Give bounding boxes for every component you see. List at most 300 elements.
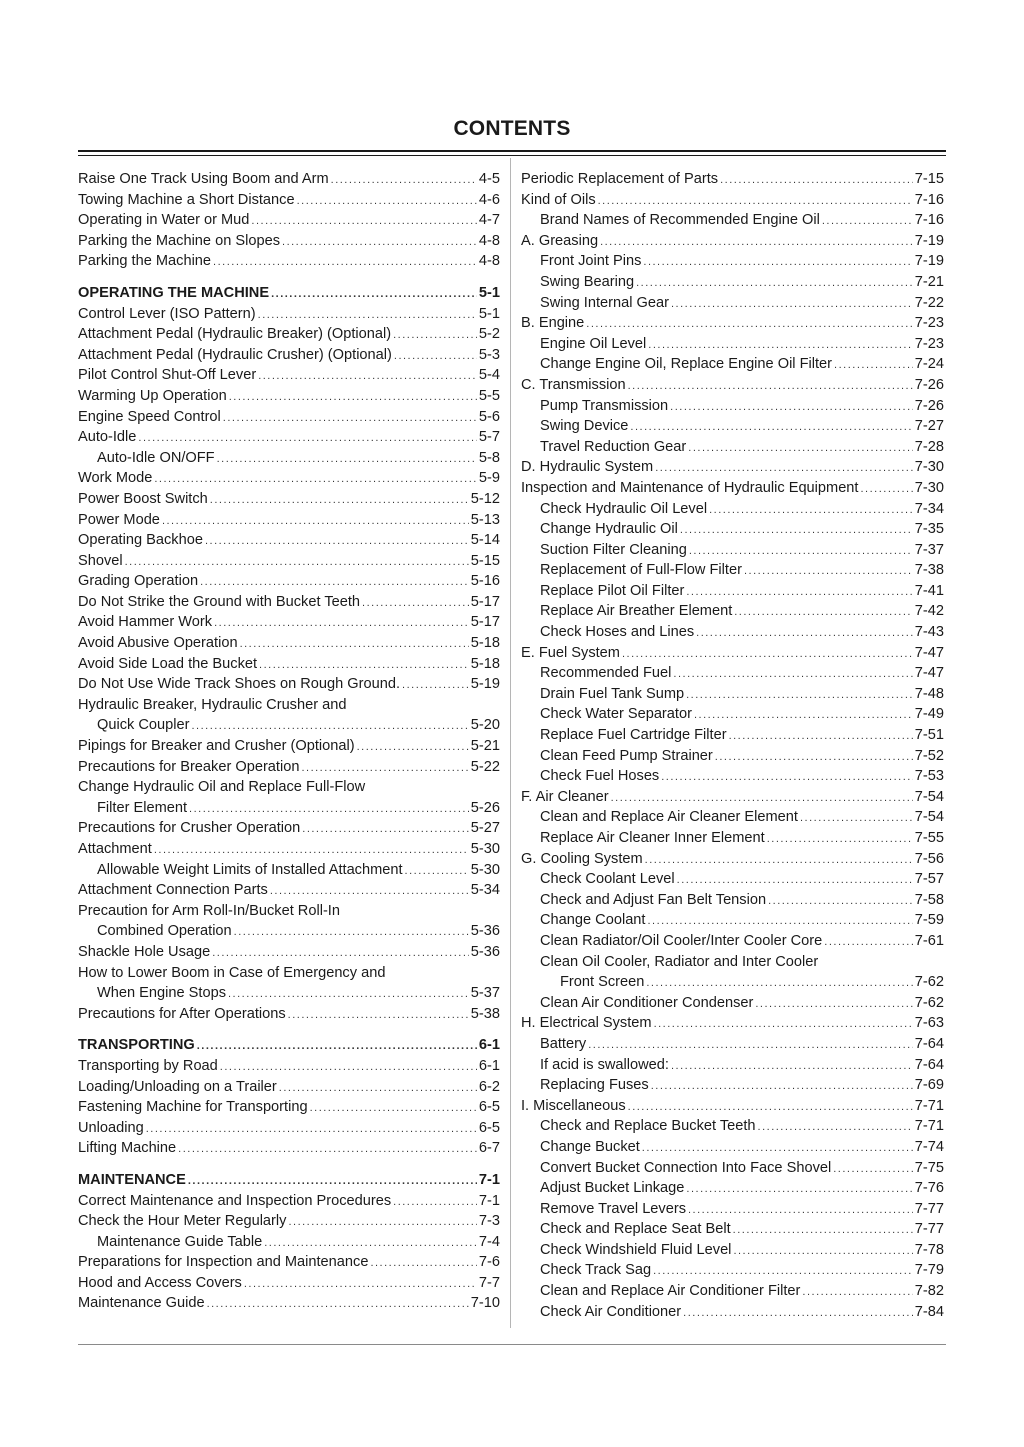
toc-entry[interactable] <box>521 828 944 849</box>
toc-entry-title: Check and Replace Seat Belt <box>540 1221 731 1238</box>
dot-leader <box>628 376 913 397</box>
toc-entry-title: Avoid Side Load the Bucket <box>78 655 258 672</box>
toc-entry-title: Change Coolant <box>540 912 646 929</box>
toc-entry-title: Change Bucket <box>540 1138 640 1155</box>
dot-leader <box>694 705 913 726</box>
toc-entry[interactable] <box>521 478 944 499</box>
toc-page-number: 5-21 <box>470 738 500 755</box>
dot-leader <box>310 1098 477 1119</box>
toc-entry[interactable] <box>521 972 944 993</box>
toc-entry-title: Change Engine Oil, Replace Engine Oil Filter <box>540 356 833 373</box>
toc-entry[interactable] <box>78 231 500 252</box>
toc-entry[interactable] <box>78 839 500 860</box>
toc-entry-title: Check Water Separator <box>540 706 692 723</box>
toc-entry[interactable] <box>521 1178 944 1199</box>
toc-entry-title: Power Boost Switch <box>78 490 208 507</box>
dot-leader <box>146 1119 477 1140</box>
toc-entry[interactable] <box>521 910 944 931</box>
toc-entry[interactable] <box>521 169 944 190</box>
toc-entry-title: Transporting by Road <box>78 1057 218 1074</box>
toc-entry-title: Unloading <box>78 1119 144 1136</box>
toc-entry[interactable] <box>78 777 500 798</box>
toc-entry[interactable] <box>521 931 944 952</box>
toc-entry-title: Shackle Hole Usage <box>78 943 211 960</box>
column-divider <box>510 158 511 1328</box>
toc-entry-title: F. Air Cleaner <box>521 788 609 805</box>
toc-page-number: 7-1 <box>478 1171 500 1188</box>
toc-entry-title: Pump Transmission <box>540 397 669 414</box>
toc-page-number: 5-34 <box>470 882 500 899</box>
dot-leader <box>279 1078 477 1099</box>
toc-entry[interactable] <box>521 1116 944 1137</box>
toc-entry[interactable] <box>521 684 944 705</box>
dot-leader <box>653 1261 913 1282</box>
toc-entry[interactable] <box>521 519 944 540</box>
toc-entry[interactable] <box>521 1137 944 1158</box>
toc-entry[interactable] <box>78 251 500 272</box>
toc-entry-title: Clean Feed Pump Strainer <box>540 747 713 764</box>
toc-entry[interactable] <box>78 1004 500 1025</box>
toc-entry-title: Swing Internal Gear <box>540 294 669 311</box>
toc-entry-title: MAINTENANCE <box>78 1171 186 1188</box>
toc-entry[interactable] <box>78 571 500 592</box>
dot-leader <box>628 1097 913 1118</box>
toc-entry[interactable] <box>78 674 500 695</box>
dot-leader <box>622 644 913 665</box>
dot-leader <box>393 1192 477 1213</box>
toc-entry[interactable] <box>521 1281 944 1302</box>
toc-page-number: 7-16 <box>914 212 944 229</box>
toc-page-number: 7-30 <box>914 459 944 476</box>
dot-leader <box>297 191 477 212</box>
toc-entry[interactable] <box>521 1096 944 1117</box>
toc-page-number: 5-15 <box>470 552 500 569</box>
toc-entry[interactable] <box>78 1273 500 1294</box>
toc-entry[interactable] <box>521 1075 944 1096</box>
toc-entry[interactable] <box>78 880 500 901</box>
toc-entry[interactable] <box>78 715 500 736</box>
toc-page-number: 5-8 <box>478 449 500 466</box>
toc-entry-title: Avoid Hammer Work <box>78 614 213 631</box>
toc-entry[interactable] <box>521 622 944 643</box>
toc-entry[interactable] <box>78 1138 500 1159</box>
dot-leader <box>654 1014 913 1035</box>
dot-leader <box>651 1076 913 1097</box>
toc-entry[interactable] <box>521 601 944 622</box>
toc-entry-title: Attachment Connection Parts <box>78 882 268 899</box>
toc-entry-title: C. Transmission <box>521 376 626 393</box>
toc-entry-title: Clean Air Conditioner Condenser <box>540 994 754 1011</box>
toc-entry-title: Front Screen <box>560 974 645 991</box>
toc-page-number: 7-1 <box>478 1192 500 1209</box>
dot-leader <box>213 252 477 273</box>
toc-page-number: 7-71 <box>914 1097 944 1114</box>
dot-leader <box>824 932 913 953</box>
toc-page-number: 7-15 <box>914 171 944 187</box>
toc-entry-title: Swing Device <box>540 418 629 435</box>
toc-entry[interactable] <box>521 272 944 293</box>
toc-entry[interactable] <box>521 354 944 375</box>
toc-page-number: 7-64 <box>914 1035 944 1052</box>
toc-entry-title: B. Engine <box>521 315 585 332</box>
toc-page-number: 7-84 <box>914 1303 944 1320</box>
toc-entry[interactable] <box>521 725 944 746</box>
toc-entry[interactable] <box>78 963 500 984</box>
dot-leader <box>680 520 913 541</box>
toc-page-number: 6-5 <box>478 1119 500 1136</box>
toc-entry-title: Filter Element <box>97 799 188 816</box>
toc-entry[interactable] <box>78 407 500 428</box>
dot-leader <box>189 799 469 820</box>
toc-entry[interactable] <box>521 787 944 808</box>
toc-page-number: 7-76 <box>914 1180 944 1197</box>
toc-entry[interactable] <box>78 1097 500 1118</box>
dot-leader <box>240 634 469 655</box>
dot-leader <box>677 870 913 891</box>
toc-entry[interactable] <box>521 704 944 725</box>
toc-entry[interactable] <box>521 993 944 1014</box>
toc-entry[interactable] <box>521 643 944 664</box>
toc-entry[interactable] <box>78 345 500 366</box>
toc-page-number: 7-79 <box>914 1262 944 1279</box>
page-title: CONTENTS <box>453 117 571 140</box>
dot-leader <box>228 984 469 1005</box>
toc-entry[interactable] <box>521 1013 944 1034</box>
toc-entry[interactable] <box>521 890 944 911</box>
toc-entry-title: Hood and Access Covers <box>78 1274 242 1291</box>
toc-page-number: 5-26 <box>470 799 500 816</box>
dot-leader <box>642 1138 913 1159</box>
dot-leader <box>223 408 477 429</box>
toc-entry[interactable] <box>78 654 500 675</box>
toc-entry-title: Parking the Machine <box>78 253 212 270</box>
toc-entry-title: Correct Maintenance and Inspection Procedures <box>78 1192 392 1209</box>
toc-entry-title: E. Fuel System <box>521 644 620 661</box>
toc-page-number: 7-59 <box>914 912 944 929</box>
toc-page-number: 5-20 <box>470 717 500 734</box>
toc-entry[interactable] <box>78 1293 500 1314</box>
toc-entry[interactable] <box>521 581 944 602</box>
toc-page-number: 7-10 <box>470 1295 500 1312</box>
toc-entry[interactable] <box>78 1118 500 1139</box>
toc-entry[interactable] <box>78 304 500 325</box>
dot-leader <box>767 829 913 850</box>
toc-entry[interactable] <box>78 736 500 757</box>
dot-leader <box>630 417 912 438</box>
dot-leader <box>744 561 913 582</box>
footer-rule <box>78 1344 946 1345</box>
toc-entry[interactable] <box>78 921 500 942</box>
toc-entry-title: Clean Radiator/Oil Cooler/Inter Cooler Core <box>540 932 823 949</box>
dot-leader <box>689 541 913 562</box>
toc-entry-title: Swing Bearing <box>540 273 635 290</box>
toc-entry-title: Replacing Fuses <box>540 1077 649 1094</box>
toc-entry-title: Check and Replace Bucket Teeth <box>540 1118 756 1135</box>
toc-entry-title: Warming Up Operation <box>78 387 227 404</box>
toc-entry[interactable] <box>521 1302 944 1323</box>
toc-entry-title: TRANSPORTING <box>78 1037 195 1054</box>
toc-page-number: 7-35 <box>914 521 944 538</box>
toc-entry[interactable] <box>78 942 500 963</box>
dot-leader <box>229 387 477 408</box>
toc-entry-title: How to Lower Boom in Case of Emergency and <box>78 964 386 981</box>
toc-entry-title: Travel Reduction Gear <box>540 438 687 455</box>
toc-entry[interactable] <box>521 499 944 520</box>
toc-entry[interactable] <box>78 530 500 551</box>
toc-entry[interactable] <box>521 231 944 252</box>
dot-leader <box>244 1274 477 1295</box>
toc-entry-title: H. Electrical System <box>521 1015 652 1032</box>
toc-entry[interactable] <box>521 416 944 437</box>
dot-leader <box>259 655 469 676</box>
toc-entry[interactable] <box>78 983 500 1004</box>
toc-entry[interactable] <box>521 1219 944 1240</box>
toc-entry[interactable] <box>78 1056 500 1077</box>
toc-entry[interactable] <box>78 169 500 190</box>
toc-entry[interactable] <box>521 190 944 211</box>
dot-leader <box>758 1117 913 1138</box>
toc-entry[interactable] <box>521 375 944 396</box>
toc-entry[interactable] <box>78 386 500 407</box>
toc-page-number: 7-19 <box>914 253 944 270</box>
dot-leader <box>686 685 913 706</box>
toc-entry[interactable] <box>78 1191 500 1212</box>
toc-entry[interactable] <box>521 334 944 355</box>
toc-page-number: 7-62 <box>914 974 944 991</box>
dot-leader <box>647 911 912 932</box>
toc-page-number: 5-30 <box>470 841 500 857</box>
toc-page-number: 7-69 <box>914 1077 944 1094</box>
toc-entry-title: Shovel <box>78 552 123 569</box>
toc-entry[interactable] <box>521 210 944 231</box>
toc-page-number: 7-47 <box>914 665 944 682</box>
toc-entry[interactable] <box>78 1077 500 1098</box>
toc-entry[interactable] <box>521 766 944 787</box>
toc-page-number: 7-23 <box>914 335 944 352</box>
toc-page-number: 7-4 <box>478 1233 500 1250</box>
toc-entry[interactable] <box>78 210 500 231</box>
toc-entry-title: Replace Fuel Cartridge Filter <box>540 727 727 744</box>
dot-leader <box>802 1282 912 1303</box>
dot-leader <box>734 602 913 623</box>
toc-entry-title: Check Track Sag <box>540 1262 652 1279</box>
toc-page-number: 7-6 <box>478 1254 500 1271</box>
toc-entry-title: Check Coolant Level <box>540 871 675 888</box>
toc-entry-title: Periodic Replacement of Parts <box>521 171 719 187</box>
toc-entry[interactable] <box>521 952 944 973</box>
toc-page-number: 7-42 <box>914 603 944 620</box>
toc-entry[interactable] <box>521 540 944 561</box>
toc-entry[interactable] <box>521 1158 944 1179</box>
toc-entry[interactable] <box>78 468 500 489</box>
dot-leader <box>834 355 913 376</box>
toc-entry[interactable] <box>78 592 500 613</box>
section-gap <box>78 1159 500 1170</box>
toc-entry-title: Check Air Conditioner <box>540 1303 682 1320</box>
toc-section-heading[interactable] <box>78 1170 500 1191</box>
dot-leader <box>264 1233 477 1254</box>
dot-leader <box>210 490 469 511</box>
dot-leader <box>860 479 912 500</box>
toc-entry[interactable] <box>521 807 944 828</box>
toc-entry-title: Replace Pilot Oil Filter <box>540 582 685 599</box>
toc-page-number: 7-43 <box>914 624 944 641</box>
dot-leader <box>191 716 468 737</box>
toc-entry[interactable] <box>78 860 500 881</box>
toc-entry[interactable] <box>78 489 500 510</box>
toc-entry-title: Grading Operation <box>78 573 199 590</box>
toc-entry[interactable] <box>78 612 500 633</box>
dot-leader <box>598 191 913 212</box>
dot-leader <box>709 500 913 521</box>
toc-entry[interactable] <box>521 457 944 478</box>
dot-leader <box>822 211 913 232</box>
toc-entry-title: Clean Oil Cooler, Radiator and Inter Cooler <box>540 953 819 970</box>
dot-leader <box>768 891 913 912</box>
toc-page-number: 5-17 <box>470 614 500 631</box>
toc-page-number: 5-13 <box>470 511 500 528</box>
toc-entry-title: Precaution for Arm Roll-In/Bucket Roll-In <box>78 902 340 919</box>
dot-leader <box>178 1139 477 1160</box>
dot-leader <box>643 252 912 273</box>
toc-entry-title: Check Windshield Fluid Level <box>540 1241 732 1258</box>
dot-leader <box>733 1241 912 1262</box>
toc-page-number: 7-62 <box>914 994 944 1011</box>
dot-leader <box>673 664 912 685</box>
dot-leader <box>686 582 912 603</box>
toc-entry[interactable] <box>521 1199 944 1220</box>
toc-entry-title: Check and Adjust Fan Belt Tension <box>540 891 767 908</box>
toc-entry-title: Battery <box>540 1035 587 1052</box>
toc-entry-title: Brand Names of Recommended Engine Oil <box>540 212 820 229</box>
toc-entry-title: Operating in Water or Mud <box>78 212 250 229</box>
toc-entry[interactable] <box>78 365 500 386</box>
dot-leader <box>214 613 469 634</box>
dot-leader <box>611 788 913 809</box>
toc-page-number: 7-56 <box>914 850 944 867</box>
dot-leader <box>162 511 469 532</box>
toc-entry[interactable] <box>78 190 500 211</box>
dot-leader <box>671 294 913 315</box>
toc-entry-title: Precautions for Crusher Operation <box>78 820 301 837</box>
toc-page-number: 5-7 <box>478 429 500 446</box>
dot-leader <box>197 1036 477 1057</box>
toc-entry[interactable] <box>521 396 944 417</box>
toc-entry-title: Auto-Idle <box>78 429 137 446</box>
toc-page-number: 5-9 <box>478 470 500 487</box>
dot-leader <box>251 211 476 232</box>
toc-page-number: 7-58 <box>914 891 944 908</box>
dot-leader <box>154 469 477 490</box>
toc-entry[interactable] <box>78 757 500 778</box>
toc-entry-title: Do Not Strike the Ground with Bucket Teeth <box>78 593 361 610</box>
toc-page-number: 7-27 <box>914 418 944 435</box>
toc-entry[interactable] <box>521 313 944 334</box>
dot-leader <box>405 861 469 882</box>
toc-entry-title: Pipings for Breaker and Crusher (Optional) <box>78 738 355 755</box>
toc-entry[interactable] <box>78 633 500 654</box>
dot-leader <box>715 747 913 768</box>
toc-entry[interactable] <box>78 551 500 572</box>
toc-entry[interactable] <box>521 293 944 314</box>
toc-entry[interactable] <box>521 663 944 684</box>
toc-entry-title: Inspection and Maintenance of Hydraulic Equipment <box>521 479 859 496</box>
toc-entry-title: Allowable Weight Limits of Installed Attachment <box>97 861 403 878</box>
dot-leader <box>645 850 913 871</box>
toc-entry[interactable] <box>78 324 500 345</box>
toc-page-number: 7-30 <box>914 479 944 496</box>
toc-entry-title: Loading/Unloading on a Trailer <box>78 1078 277 1095</box>
toc-page-number: 7-54 <box>914 788 944 805</box>
toc-page-number: 5-6 <box>478 408 500 425</box>
toc-entry[interactable] <box>521 746 944 767</box>
toc-entry[interactable] <box>78 510 500 531</box>
dot-leader <box>331 170 477 191</box>
toc-entry-title: Replacement of Full-Flow Filter <box>540 562 742 579</box>
toc-entry[interactable] <box>521 1034 944 1055</box>
toc-page-number: 7-7 <box>478 1274 500 1291</box>
toc-page-number: 7-34 <box>914 500 944 517</box>
toc-page-number: 4-5 <box>478 171 500 187</box>
toc-entry[interactable] <box>78 798 500 819</box>
toc-page-number: 5-36 <box>470 923 500 940</box>
toc-section-heading[interactable] <box>78 283 500 304</box>
toc-page-number: 7-24 <box>914 356 944 373</box>
toc-page-number: 7-54 <box>914 809 944 826</box>
toc-entry-title: Operating Backhoe <box>78 532 203 549</box>
toc-entry-title: Maintenance Guide <box>78 1295 205 1312</box>
toc-entry-title: Front Joint Pins <box>540 253 642 270</box>
toc-page-number: 5-17 <box>470 593 500 610</box>
toc-page-number: 6-5 <box>478 1099 500 1116</box>
toc-entry-title: Attachment Pedal (Hydraulic Breaker) (Optional) <box>78 326 392 343</box>
toc-entry[interactable] <box>78 695 500 716</box>
dot-leader <box>271 284 477 305</box>
toc-entry-title: Quick Coupler <box>97 717 190 734</box>
toc-entry-title: Pilot Control Shut-Off Lever <box>78 367 257 384</box>
toc-page-number: 7-26 <box>914 397 944 414</box>
dot-leader <box>288 1005 469 1026</box>
toc-page-number: 5-18 <box>470 655 500 672</box>
toc-entry[interactable] <box>78 448 500 469</box>
dot-leader <box>357 737 469 758</box>
toc-entry[interactable] <box>521 1055 944 1076</box>
toc-entry[interactable] <box>521 1240 944 1261</box>
dot-leader <box>588 1035 913 1056</box>
toc-entry[interactable] <box>521 251 944 272</box>
toc-entry[interactable] <box>78 1232 500 1253</box>
dot-leader <box>282 232 477 253</box>
dot-leader <box>370 1253 476 1274</box>
dot-leader <box>720 170 913 191</box>
toc-section-heading[interactable] <box>78 1035 500 1056</box>
toc-entry-title: Clean and Replace Air Conditioner Filter <box>540 1283 801 1300</box>
toc-entry-title: Fastening Machine for Transporting <box>78 1099 308 1116</box>
toc-entry-title: Preparations for Inspection and Maintenance <box>78 1254 369 1271</box>
toc-entry[interactable] <box>521 560 944 581</box>
toc-page-number: 5-27 <box>470 820 500 837</box>
toc-entry[interactable] <box>521 437 944 458</box>
toc-entry[interactable] <box>78 901 500 922</box>
toc-entry[interactable] <box>521 849 944 870</box>
toc-entry[interactable] <box>521 1260 944 1281</box>
toc-entry[interactable] <box>78 1211 500 1232</box>
toc-entry[interactable] <box>78 818 500 839</box>
toc-entry[interactable] <box>78 427 500 448</box>
toc-page-number: 7-49 <box>914 706 944 723</box>
toc-entry[interactable] <box>78 1252 500 1273</box>
toc-entry[interactable] <box>521 869 944 890</box>
